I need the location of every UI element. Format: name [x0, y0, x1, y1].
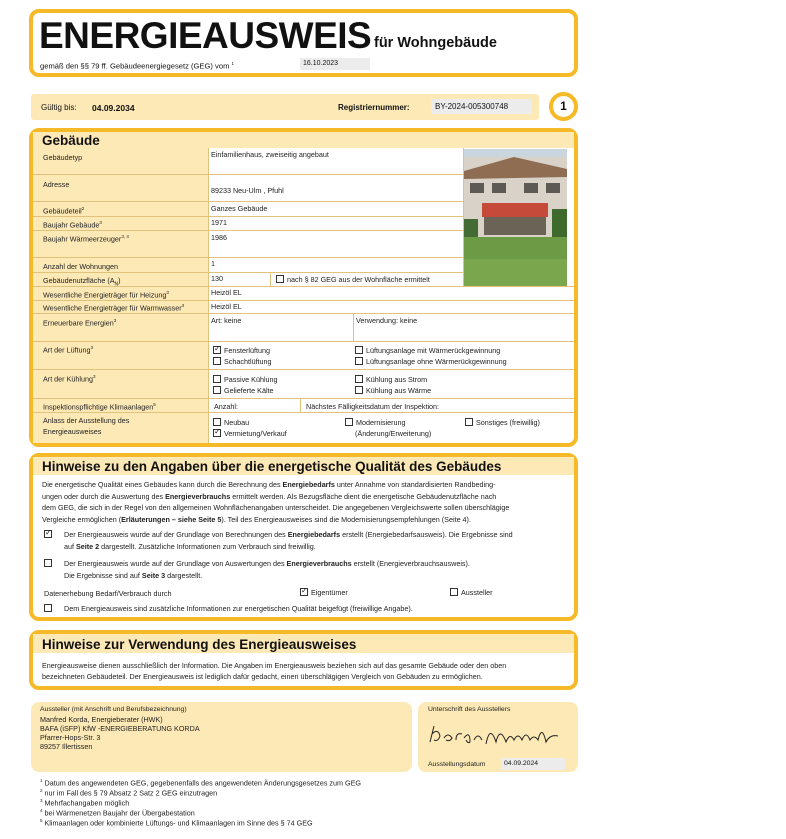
signature	[426, 718, 576, 752]
aircon-label: Inspektionspflichtige Klimaanlagen$^5$	[43, 402, 156, 412]
issuer-line-3: Pfarrer-Hops-Str. 3	[40, 733, 101, 742]
building-photo	[464, 149, 567, 286]
heating-carrier-value: Heizöl EL	[211, 288, 242, 297]
handwritten-signature	[426, 718, 576, 752]
issuer-heading: Aussteller (mit Anschrift und Berufsbezeichnung)	[40, 706, 187, 713]
cool-passive-checkbox[interactable]	[213, 375, 221, 383]
reason-modernisation-sub: (Änderung/Erweiterung)	[355, 429, 432, 438]
heater-year-value: 1986	[211, 233, 227, 242]
cool-electric-checkbox[interactable]	[355, 375, 363, 383]
issuer-checkbox[interactable]	[450, 588, 458, 596]
document-subtitle: für Wohngebäude	[374, 35, 497, 51]
footnote-1: $^1$ Datum des angewendeten GEG, gegebenenfalls des angewendeten Änderungsgesetzes zum GEG	[40, 778, 361, 788]
cool-option-electric[interactable]: Kühlung aus Strom	[355, 375, 427, 384]
data-by-issuer[interactable]: Aussteller	[450, 588, 493, 597]
demand-certificate-option[interactable]	[44, 530, 55, 539]
vent-shaft-checkbox[interactable]	[213, 357, 221, 365]
cooling-label: Art der Kühlung$^3$	[43, 374, 96, 384]
issuer-line-2: BAFA (iSFP) KfW -ENERGIEBERATUNG KORDA	[40, 724, 200, 733]
vent-option-shaft[interactable]: Schachtlüftung	[213, 357, 272, 366]
usage-line-1: Energieausweise dienen ausschließlich der Information. Die Angaben im Energieausweis beziehen sich auf das gesamte Gebäude oder den oben	[42, 661, 507, 670]
cool-option-heat[interactable]: Kühlung aus Wärme	[355, 386, 431, 395]
law-text: gemäß den §§ 79 ff. Gebäudeenergiegesetz (GEG) vom	[40, 61, 230, 71]
building-type-value: Einfamilienhaus, zweiseitig angebaut	[211, 150, 329, 159]
cool-heat-checkbox[interactable]	[355, 386, 363, 394]
footnote-2: $^2$ nur im Fall des § 79 Absatz 2 Satz 2 GEG einzutragen	[40, 788, 218, 798]
reason-modernisation[interactable]: Modernisierung	[345, 418, 406, 427]
demand-certificate-text: Der Energieausweis wurde auf der Grundlage von Berechnungen des Energiebedarfs erstellt (Energiebedarfsausweis). Die Ergebnisse sind auf Seite 2 dargestellt. Zusätzliche Informationen zum Verbrauch sind freiwillig.	[64, 530, 513, 551]
building-type-label: Gebäudetyp	[43, 153, 83, 162]
valid-until-label: Gültig bis:	[41, 103, 77, 112]
quality-paragraph: Die energetische Qualität eines Gebäudes kann durch die Berechnung des Energiebedarfs unter Annahme von standardisierten Randbeding- ungen oder durch die Auswertung des Energieverbrauchs ermittelt werden. Als Bezugsfläche dient die energetische Gebäudenutzfläche nach dem GEG, die sich in der Regel von den allgemeinen Wohnflächenangaben unterscheidet. Die angegebenen Vergleichswerte sollen überschlägige Vergleiche ermöglichen (Erläuterungen – siehe Seite 5). Teil des Energieausweises sind die Modernisierungsempfehlungen (Seite 4).	[42, 480, 510, 524]
consumption-certificate-text: Der Energieausweis wurde auf der Grundlage von Auswertungen des Energieverbrauchs erstellt (Energieverbrauchsausweis). Die Ergebnisse sind auf Seite 3 dargestellt.	[64, 559, 470, 580]
signature-heading: Unterschrift des Ausstellers	[428, 706, 511, 713]
heating-carrier-label: Wesentliche Energieträger für Heizung$^3$	[43, 290, 169, 300]
vent-option-no-recovery[interactable]: Lüftungsanlage ohne Wärmerückgewinnung	[355, 357, 507, 366]
address-value: 89233 Neu-Ulm , Pfuhl	[211, 186, 284, 195]
ventilation-label: Art der Lüftung$^3$	[43, 345, 94, 355]
cool-option-passive[interactable]: Passive Kühlung	[213, 375, 278, 384]
construction-year-value: 1971	[211, 218, 227, 227]
building-title-bar	[33, 132, 574, 148]
units-value: 1	[211, 259, 215, 268]
water-carrier-label: Wesentliche Energieträger für Warmwasser$^3$	[43, 303, 185, 313]
aircon-count-label: Anzahl:	[214, 402, 238, 411]
law-date-field: 16.10.2023	[300, 58, 370, 70]
demand-certificate-checkbox[interactable]	[44, 530, 52, 538]
registration-label: Registriernummer:	[338, 103, 410, 112]
aircon-next-inspection-label: Nächstes Fälligkeitsdatum der Inspektion:	[306, 402, 440, 411]
units-label: Anzahl der Wohnungen	[43, 262, 118, 271]
renewables-type: Art: keine	[211, 316, 242, 325]
extra-info-option[interactable]	[44, 604, 55, 613]
quality-section-title: Hinweise zu den Angaben über die energetische Qualität des Gebäudes	[42, 459, 502, 474]
reason-new-building[interactable]: Neubau	[213, 418, 249, 427]
footnote-5: $^5$ Klimaanlagen oder kombinierte Lüftungs- und Klimaanlagen im Sinne des § 74 GEG	[40, 818, 313, 828]
data-collection-label: Datenerhebung Bedarf/Verbrauch durch	[44, 589, 172, 598]
vent-option-window[interactable]: ✓ Fensterlüftung	[213, 346, 270, 355]
document-title: ENERGIEAUSWEIS	[39, 15, 372, 56]
cool-delivered-checkbox[interactable]	[213, 386, 221, 394]
law-reference	[40, 61, 234, 71]
issue-date-value: 04.09.2024	[501, 758, 565, 770]
issuer-line-1: Manfred Korda, Energieberater (HWK)	[40, 715, 163, 724]
area-checkbox-box[interactable]	[276, 275, 284, 283]
consumption-certificate-option[interactable]	[44, 559, 55, 568]
building-part-label: Gebäudeteil$^2$	[43, 206, 85, 216]
vent-option-heat-recovery[interactable]: Lüftungsanlage mit Wärmerückgewinnung	[355, 346, 500, 355]
footnote-4: $^4$ bei Wärmenetzen Baujahr der Übergabestation	[40, 808, 195, 818]
data-by-owner[interactable]: ✓ Eigentümer	[300, 588, 348, 597]
heater-year-label: Baujahr Wärmeerzeuger$^{3, 4}$	[43, 234, 129, 244]
issue-date-label: Ausstellungsdatum	[428, 761, 486, 768]
construction-year-label: Baujahr Gebäude$^3$	[43, 220, 102, 230]
consumption-certificate-checkbox[interactable]	[44, 559, 52, 567]
reason-rental-checkbox[interactable]	[213, 429, 221, 437]
vent-norecovery-checkbox[interactable]	[355, 357, 363, 365]
usage-section-title: Hinweise zur Verwendung des Energieausweises	[42, 637, 357, 652]
owner-checkbox[interactable]	[300, 588, 308, 596]
area-from-living-space-checkbox[interactable]: nach § 82 GEG aus der Wohnfläche ermittelt	[276, 275, 430, 284]
reason-rental-sale[interactable]: ✓Vermietung/Verkauf	[213, 429, 287, 438]
registration-value: BY-2024-005300748	[431, 99, 532, 114]
vent-recovery-checkbox[interactable]	[355, 346, 363, 354]
issue-reason-label-2: Energieausweises	[43, 427, 102, 436]
reason-modern-checkbox[interactable]	[345, 418, 353, 426]
footnote-3: $^3$ Mehrfachangaben möglich	[40, 798, 130, 808]
building-section-title: Gebäude	[42, 133, 100, 148]
issuer-line-4: 89257 Illertissen	[40, 742, 93, 751]
floor-area-value: 130	[211, 274, 223, 283]
floor-area-label: Gebäudenutzfläche $(A_N)$	[43, 276, 121, 288]
usage-line-2: bezeichneten Gebäudeteil. Der Energieausweis ist lediglich dafür gedacht, einen überschlägigen Vergleich von Gebäuden zu ermöglichen.	[42, 672, 483, 681]
building-part-value: Ganzes Gebäude	[211, 204, 268, 213]
vent-window-checkbox[interactable]	[213, 346, 221, 354]
renewables-label: Erneuerbare Energien$^3$	[43, 318, 117, 328]
renewables-use: Verwendung: keine	[356, 316, 418, 325]
water-carrier-value: Heizöl EL	[211, 302, 242, 311]
reason-new-checkbox[interactable]	[213, 418, 221, 426]
house-photo-illustration	[464, 149, 567, 286]
reason-other[interactable]: Sonstiges (freiwillig)	[465, 418, 540, 427]
issue-reason-label-1: Anlass der Ausstellung des	[43, 416, 130, 425]
address-label: Adresse	[43, 180, 70, 189]
valid-until-value: 04.09.2034	[92, 103, 135, 113]
extra-info-text: Dem Energieausweis sind zusätzliche Informationen zur energetischen Qualität beigefügt (freiwillige Angabe).	[64, 604, 413, 613]
reason-other-checkbox[interactable]	[465, 418, 473, 426]
cool-option-delivered[interactable]: Gelieferte Kälte	[213, 386, 274, 395]
extra-info-checkbox[interactable]	[44, 604, 52, 612]
page-number-badge: 1	[549, 92, 578, 121]
law-sup: 1	[231, 61, 235, 66]
